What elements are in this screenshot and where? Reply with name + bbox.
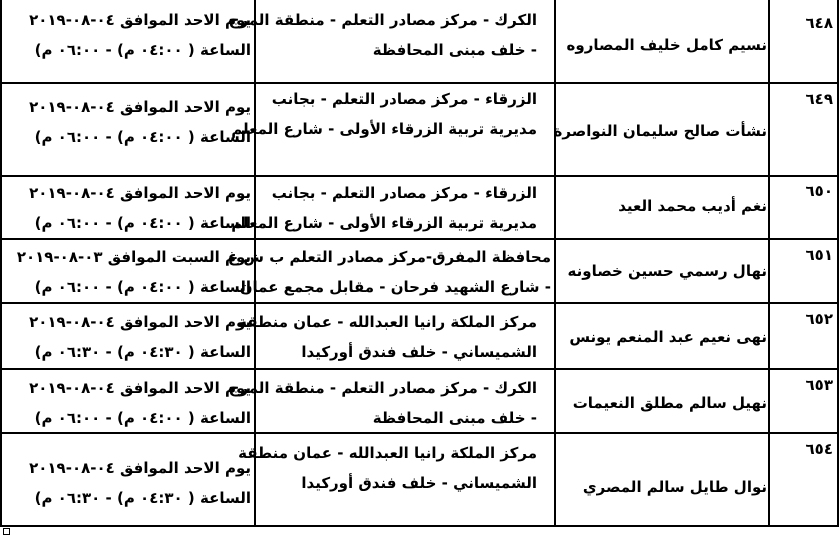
- location-line-1: مركز الملكة رانيا العبدالله - عمان منطقة: [238, 313, 537, 331]
- date-line: يوم الاحد الموافق ٠٤-٠٨-٢٠١٩: [29, 459, 251, 477]
- location-line-2: مديرية تربية الزرقاء الأولى - شارع المعلم: [231, 214, 537, 232]
- row-number: ٦٤٩: [805, 90, 833, 108]
- location-cell: [228, 5, 537, 65]
- time-line: الساعة ( ٠٤:٣٠ م) - ٠٦:٣٠ م): [34, 489, 251, 507]
- time-line: الساعة ( ٠٤:٠٠ م) - ٠٦:٠٠ م): [34, 128, 251, 146]
- location-line-1: الزرقاء - مركز مصادر التعلم - بجانب: [271, 184, 537, 202]
- location-line-1: مركز الملكة رانيا العبدالله - عمان منطقة: [238, 444, 537, 462]
- date-cell: [1, 92, 251, 152]
- location-line-2: - خلف مبنى المحافظة: [372, 409, 537, 427]
- row-number: ٦٥١: [805, 246, 833, 264]
- person-name: نغم أديب محمد العيد: [618, 197, 767, 215]
- time-line: الساعة ( ٠٤:٠٠ م) - ٠٦:٠٠ م): [34, 41, 251, 59]
- date-cell: [1, 178, 251, 238]
- table-row: [0, 0, 839, 82]
- time-line: الساعة ( ٠٤:٠٠ م) - ٠٦:٠٠ م): [34, 409, 251, 427]
- location-cell: [227, 242, 551, 302]
- person-name: نسيم كامل خليف المصاروه: [566, 36, 767, 54]
- row-number: ٦٤٨: [805, 14, 833, 32]
- location-line-2: مديرية تربية الزرقاء الأولى - شارع المعلم: [231, 120, 537, 138]
- location-line-1: الكرك - مركز مصادر التعلم - منطقة المرج: [228, 379, 537, 397]
- date-cell: [1, 373, 251, 433]
- person-name: نهيل سالم مطلق النعيمات: [572, 394, 767, 412]
- location-cell: [231, 84, 537, 144]
- date-line: يوم الاحد الموافق ٠٤-٠٨-٢٠١٩: [29, 184, 251, 202]
- date-line: يوم الاحد الموافق ٠٤-٠٨-٢٠١٩: [29, 98, 251, 116]
- table-row: [0, 238, 839, 302]
- location-line-2: - شارع الشهيد فرحان - مقابل مجمع عمان: [239, 278, 551, 296]
- table-row: [0, 82, 839, 175]
- table-resize-handle[interactable]: [3, 528, 10, 535]
- time-line: الساعة ( ٠٤:٣٠ م) - ٠٦:٣٠ م): [34, 343, 251, 361]
- date-line: يوم الاحد الموافق ٠٤-٠٨-٢٠١٩: [29, 313, 251, 331]
- person-name: نشأت صالح سليمان النواصرة: [553, 122, 767, 140]
- row-number: ٦٥٣: [805, 376, 833, 394]
- time-line: الساعة ( ٠٤:٠٠ م) - ٠٦:٠٠ م): [34, 278, 251, 296]
- location-cell: [238, 438, 537, 498]
- location-line-1: الزرقاء - مركز مصادر التعلم - بجانب: [271, 90, 537, 108]
- location-cell: [228, 373, 537, 433]
- location-line-2: - خلف مبنى المحافظة: [372, 41, 537, 59]
- date-cell: [1, 453, 251, 513]
- date-line: يوم الاحد الموافق ٠٤-٠٨-٢٠١٩: [29, 11, 251, 29]
- table-row: [0, 368, 839, 432]
- person-name: نهال رسمي حسين خصاونه: [567, 262, 767, 280]
- row-number: ٦٥٢: [805, 310, 833, 328]
- date-cell: [1, 5, 251, 65]
- location-line-2: الشميساني - خلف فندق أوركيدا: [301, 343, 537, 361]
- location-line-1: الكرك - مركز مصادر التعلم - منطقة المرج: [228, 11, 537, 29]
- date-cell: [1, 242, 251, 302]
- location-line-2: الشميساني - خلف فندق أوركيدا: [301, 474, 537, 492]
- location-cell: [238, 307, 537, 367]
- table-row: [0, 175, 839, 238]
- location-cell: [231, 178, 537, 238]
- table-bottom-border: [0, 525, 839, 527]
- table-row: [0, 302, 839, 368]
- date-line: يوم السبت الموافق ٠٣-٠٨-٢٠١٩: [16, 248, 251, 266]
- date-line: يوم الاحد الموافق ٠٤-٠٨-٢٠١٩: [29, 379, 251, 397]
- row-number: ٦٥٤: [805, 440, 833, 458]
- time-line: الساعة ( ٠٤:٠٠ م) - ٠٦:٠٠ م): [34, 214, 251, 232]
- location-line-1: محافظة المفرق-مركز مصادر التعلم ب ش غ: [227, 248, 551, 266]
- person-name: نهى نعيم عبد المنعم يونس: [569, 328, 767, 346]
- person-name: نوال طايل سالم المصري: [582, 478, 767, 496]
- date-cell: [1, 307, 251, 367]
- table-row: [0, 432, 839, 527]
- row-number: ٦٥٠: [805, 182, 833, 200]
